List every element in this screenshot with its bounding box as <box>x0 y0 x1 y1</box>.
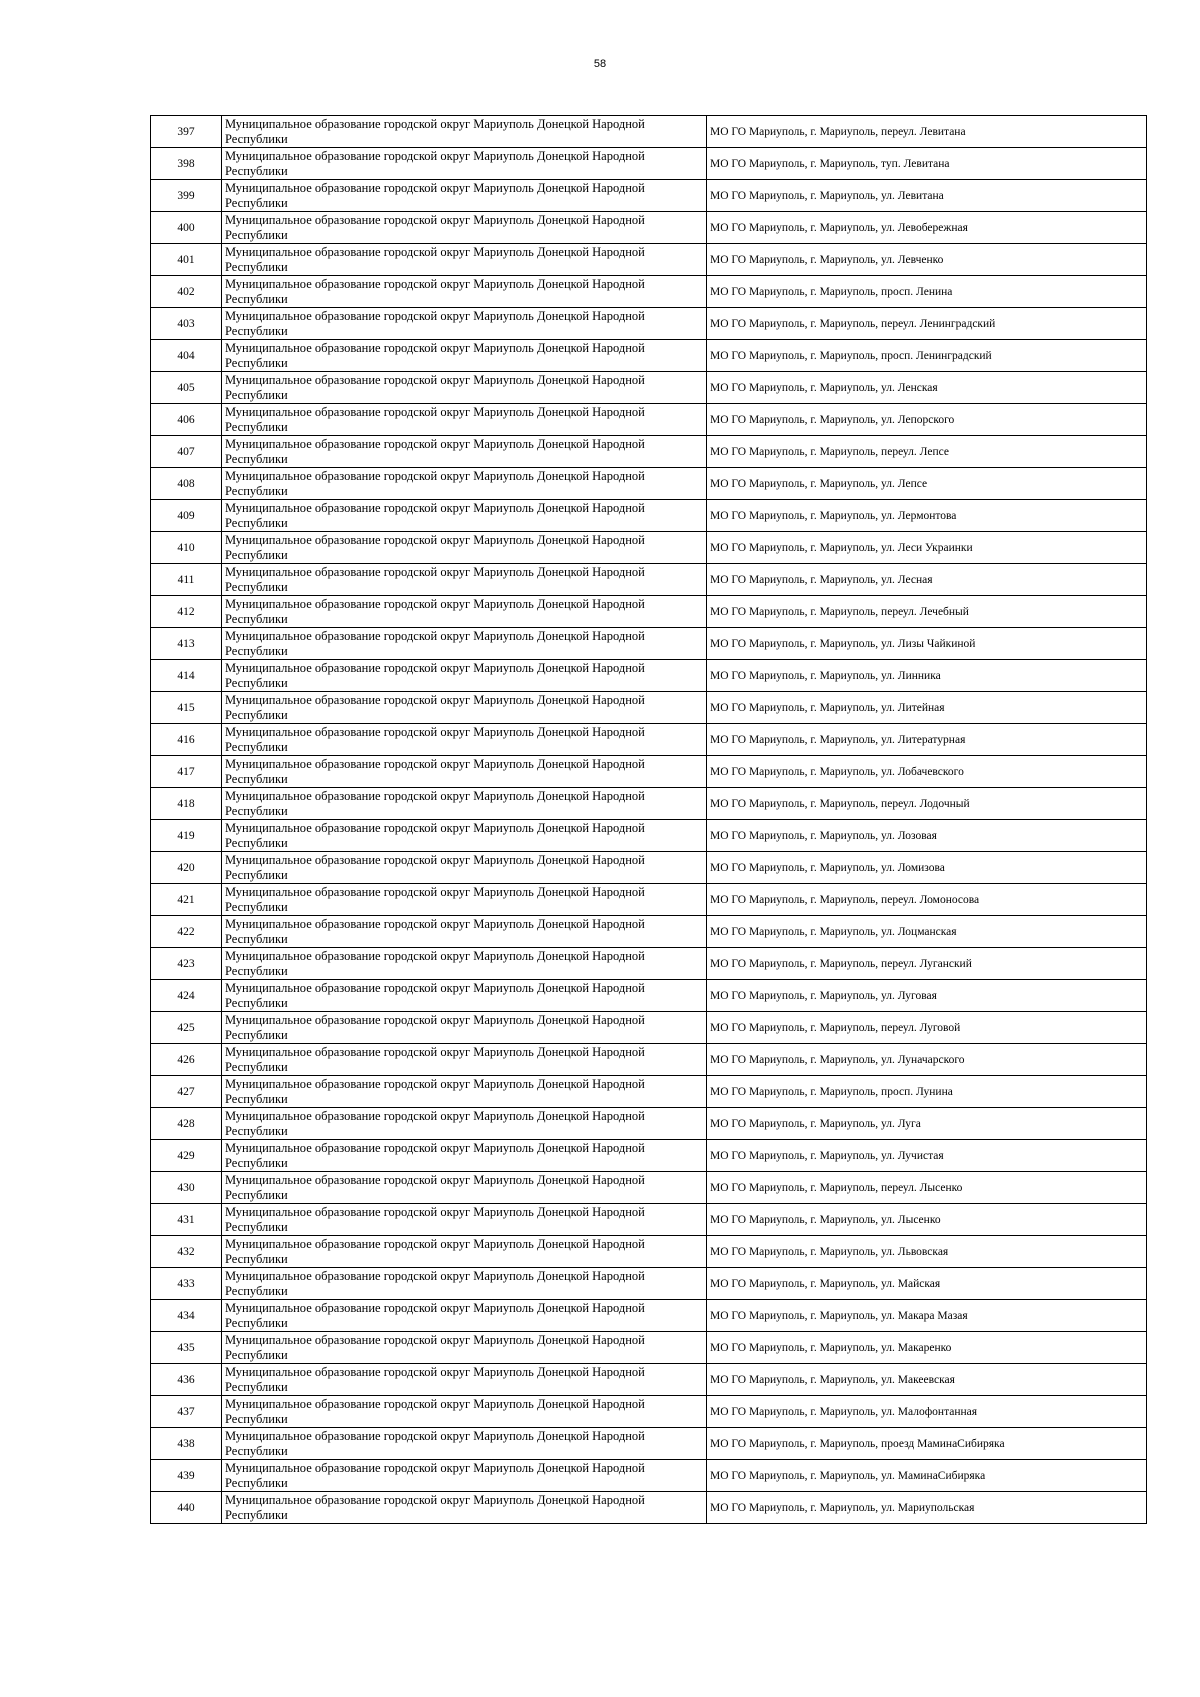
row-number: 415 <box>151 692 222 724</box>
row-number: 402 <box>151 276 222 308</box>
object-address: МО ГО Мариуполь, г. Мариуполь, ул. Литейная <box>707 692 1147 724</box>
owner-name: Муниципальное образование городской округ Мариуполь Донецкой Народной Республики <box>222 1396 707 1428</box>
row-number: 431 <box>151 1204 222 1236</box>
object-address: МО ГО Мариуполь, г. Мариуполь, ул. Лобачевского <box>707 756 1147 788</box>
table-row <box>151 500 1147 532</box>
object-address: МО ГО Мариуполь, г. Мариуполь, ул. Линника <box>707 660 1147 692</box>
row-number: 436 <box>151 1364 222 1396</box>
row-number: 397 <box>151 116 222 148</box>
object-address: МО ГО Мариуполь, г. Мариуполь, ул. Левченко <box>707 244 1147 276</box>
row-number: 401 <box>151 244 222 276</box>
table-row <box>151 1364 1147 1396</box>
row-number: 404 <box>151 340 222 372</box>
owner-name: Муниципальное образование городской округ Мариуполь Донецкой Народной Республики <box>222 500 707 532</box>
object-address: МО ГО Мариуполь, г. Мариуполь, ул. Лучистая <box>707 1140 1147 1172</box>
owner-name: Муниципальное образование городской округ Мариуполь Донецкой Народной Республики <box>222 1140 707 1172</box>
registry-table-body <box>151 116 1147 1524</box>
object-address: МО ГО Мариуполь, г. Мариуполь, туп. Левитана <box>707 148 1147 180</box>
owner-name: Муниципальное образование городской округ Мариуполь Донецкой Народной Республики <box>222 1236 707 1268</box>
table-row <box>151 180 1147 212</box>
owner-name: Муниципальное образование городской округ Мариуполь Донецкой Народной Республики <box>222 1204 707 1236</box>
row-number: 419 <box>151 820 222 852</box>
object-address: МО ГО Мариуполь, г. Мариуполь, ул. Левитана <box>707 180 1147 212</box>
table-row <box>151 692 1147 724</box>
table-row <box>151 1012 1147 1044</box>
owner-name: Муниципальное образование городской округ Мариуполь Донецкой Народной Республики <box>222 532 707 564</box>
row-number: 430 <box>151 1172 222 1204</box>
owner-name: Муниципальное образование городской округ Мариуполь Донецкой Народной Республики <box>222 788 707 820</box>
table-row <box>151 148 1147 180</box>
table-row <box>151 1300 1147 1332</box>
object-address: МО ГО Мариуполь, г. Мариуполь, ул. Львовская <box>707 1236 1147 1268</box>
row-number: 433 <box>151 1268 222 1300</box>
table-row <box>151 628 1147 660</box>
object-address: МО ГО Мариуполь, г. Мариуполь, ул. Майская <box>707 1268 1147 1300</box>
owner-name: Муниципальное образование городской округ Мариуполь Донецкой Народной Республики <box>222 1172 707 1204</box>
owner-name: Муниципальное образование городской округ Мариуполь Донецкой Народной Республики <box>222 916 707 948</box>
object-address: МО ГО Мариуполь, г. Мариуполь, ул. Леси Украинки <box>707 532 1147 564</box>
object-address: МО ГО Мариуполь, г. Мариуполь, ул. Лепсе <box>707 468 1147 500</box>
table-row <box>151 852 1147 884</box>
owner-name: Муниципальное образование городской округ Мариуполь Донецкой Народной Республики <box>222 948 707 980</box>
object-address: МО ГО Мариуполь, г. Мариуполь, проезд МаминаСибиряка <box>707 1428 1147 1460</box>
table-row <box>151 276 1147 308</box>
table-row <box>151 1172 1147 1204</box>
object-address: МО ГО Мариуполь, г. Мариуполь, переул. Лысенко <box>707 1172 1147 1204</box>
table-row <box>151 244 1147 276</box>
table-row <box>151 916 1147 948</box>
table-row <box>151 1460 1147 1492</box>
object-address: МО ГО Мариуполь, г. Мариуполь, переул. Лечебный <box>707 596 1147 628</box>
object-address: МО ГО Мариуполь, г. Мариуполь, переул. Левитана <box>707 116 1147 148</box>
object-address: МО ГО Мариуполь, г. Мариуполь, ул. Макаренко <box>707 1332 1147 1364</box>
table-row <box>151 1236 1147 1268</box>
object-address: МО ГО Мариуполь, г. Мариуполь, переул. Лодочный <box>707 788 1147 820</box>
table-row <box>151 820 1147 852</box>
object-address: МО ГО Мариуполь, г. Мариуполь, просп. Ленинградский <box>707 340 1147 372</box>
row-number: 409 <box>151 500 222 532</box>
table-row <box>151 1428 1147 1460</box>
table-row <box>151 372 1147 404</box>
owner-name: Муниципальное образование городской округ Мариуполь Донецкой Народной Республики <box>222 1364 707 1396</box>
owner-name: Муниципальное образование городской округ Мариуполь Донецкой Народной Республики <box>222 148 707 180</box>
table-row <box>151 1204 1147 1236</box>
owner-name: Муниципальное образование городской округ Мариуполь Донецкой Народной Республики <box>222 468 707 500</box>
row-number: 423 <box>151 948 222 980</box>
row-number: 412 <box>151 596 222 628</box>
owner-name: Муниципальное образование городской округ Мариуполь Донецкой Народной Республики <box>222 884 707 916</box>
object-address: МО ГО Мариуполь, г. Мариуполь, ул. Лесная <box>707 564 1147 596</box>
row-number: 424 <box>151 980 222 1012</box>
object-address: МО ГО Мариуполь, г. Мариуполь, ул. Левобережная <box>707 212 1147 244</box>
object-address: МО ГО Мариуполь, г. Мариуполь, ул. Лоцманская <box>707 916 1147 948</box>
row-number: 429 <box>151 1140 222 1172</box>
owner-name: Муниципальное образование городской округ Мариуполь Донецкой Народной Республики <box>222 308 707 340</box>
row-number: 408 <box>151 468 222 500</box>
object-address: МО ГО Мариуполь, г. Мариуполь, переул. Ломоносова <box>707 884 1147 916</box>
row-number: 413 <box>151 628 222 660</box>
table-row <box>151 468 1147 500</box>
row-number: 403 <box>151 308 222 340</box>
table-row <box>151 532 1147 564</box>
object-address: МО ГО Мариуполь, г. Мариуполь, ул. Ломизова <box>707 852 1147 884</box>
row-number: 437 <box>151 1396 222 1428</box>
table-row <box>151 596 1147 628</box>
table-row <box>151 564 1147 596</box>
row-number: 398 <box>151 148 222 180</box>
object-address: МО ГО Мариуполь, г. Мариуполь, ул. Луначарского <box>707 1044 1147 1076</box>
owner-name: Муниципальное образование городской округ Мариуполь Донецкой Народной Республики <box>222 724 707 756</box>
owner-name: Муниципальное образование городской округ Мариуполь Донецкой Народной Республики <box>222 1300 707 1332</box>
table-row <box>151 948 1147 980</box>
owner-name: Муниципальное образование городской округ Мариуполь Донецкой Народной Республики <box>222 692 707 724</box>
row-number: 439 <box>151 1460 222 1492</box>
row-number: 425 <box>151 1012 222 1044</box>
row-number: 434 <box>151 1300 222 1332</box>
owner-name: Муниципальное образование городской округ Мариуполь Донецкой Народной Республики <box>222 340 707 372</box>
table-row <box>151 1044 1147 1076</box>
owner-name: Муниципальное образование городской округ Мариуполь Донецкой Народной Республики <box>222 180 707 212</box>
object-address: МО ГО Мариуполь, г. Мариуполь, ул. Лозовая <box>707 820 1147 852</box>
owner-name: Муниципальное образование городской округ Мариуполь Донецкой Народной Республики <box>222 244 707 276</box>
table-row <box>151 404 1147 436</box>
table-row <box>151 724 1147 756</box>
row-number: 407 <box>151 436 222 468</box>
table-row <box>151 788 1147 820</box>
owner-name: Муниципальное образование городской округ Мариуполь Донецкой Народной Республики <box>222 1044 707 1076</box>
object-address: МО ГО Мариуполь, г. Мариуполь, ул. Ленская <box>707 372 1147 404</box>
row-number: 399 <box>151 180 222 212</box>
row-number: 428 <box>151 1108 222 1140</box>
row-number: 406 <box>151 404 222 436</box>
row-number: 414 <box>151 660 222 692</box>
row-number: 410 <box>151 532 222 564</box>
object-address: МО ГО Мариуполь, г. Мариуполь, ул. Луговая <box>707 980 1147 1012</box>
table-row <box>151 1268 1147 1300</box>
row-number: 400 <box>151 212 222 244</box>
owner-name: Муниципальное образование городской округ Мариуполь Донецкой Народной Республики <box>222 276 707 308</box>
object-address: МО ГО Мариуполь, г. Мариуполь, ул. Лысенко <box>707 1204 1147 1236</box>
owner-name: Муниципальное образование городской округ Мариуполь Донецкой Народной Республики <box>222 1108 707 1140</box>
owner-name: Муниципальное образование городской округ Мариуполь Донецкой Народной Республики <box>222 1492 707 1524</box>
owner-name: Муниципальное образование городской округ Мариуполь Донецкой Народной Республики <box>222 564 707 596</box>
owner-name: Муниципальное образование городской округ Мариуполь Донецкой Народной Республики <box>222 372 707 404</box>
owner-name: Муниципальное образование городской округ Мариуполь Донецкой Народной Республики <box>222 1428 707 1460</box>
page-number: 58 <box>593 58 607 70</box>
owner-name: Муниципальное образование городской округ Мариуполь Донецкой Народной Республики <box>222 212 707 244</box>
object-address: МО ГО Мариуполь, г. Мариуполь, ул. Лермонтова <box>707 500 1147 532</box>
owner-name: Муниципальное образование городской округ Мариуполь Донецкой Народной Республики <box>222 436 707 468</box>
table-row <box>151 660 1147 692</box>
owner-name: Муниципальное образование городской округ Мариуполь Донецкой Народной Республики <box>222 1268 707 1300</box>
owner-name: Муниципальное образование городской округ Мариуполь Донецкой Народной Республики <box>222 820 707 852</box>
object-address: МО ГО Мариуполь, г. Мариуполь, ул. Луга <box>707 1108 1147 1140</box>
owner-name: Муниципальное образование городской округ Мариуполь Донецкой Народной Республики <box>222 1076 707 1108</box>
row-number: 440 <box>151 1492 222 1524</box>
object-address: МО ГО Мариуполь, г. Мариуполь, переул. Луганский <box>707 948 1147 980</box>
table-row <box>151 1492 1147 1524</box>
object-address: МО ГО Мариуполь, г. Мариуполь, просп. Лунина <box>707 1076 1147 1108</box>
table-row <box>151 436 1147 468</box>
table-row <box>151 116 1147 148</box>
object-address: МО ГО Мариуполь, г. Мариуполь, переул. Ленинградский <box>707 308 1147 340</box>
owner-name: Муниципальное образование городской округ Мариуполь Донецкой Народной Республики <box>222 1012 707 1044</box>
object-address: МО ГО Мариуполь, г. Мариуполь, ул. Литературная <box>707 724 1147 756</box>
row-number: 421 <box>151 884 222 916</box>
row-number: 411 <box>151 564 222 596</box>
table-row <box>151 980 1147 1012</box>
owner-name: Муниципальное образование городской округ Мариуполь Донецкой Народной Республики <box>222 404 707 436</box>
owner-name: Муниципальное образование городской округ Мариуполь Донецкой Народной Республики <box>222 756 707 788</box>
object-address: МО ГО Мариуполь, г. Мариуполь, ул. Макара Мазая <box>707 1300 1147 1332</box>
table-row <box>151 212 1147 244</box>
object-address: МО ГО Мариуполь, г. Мариуполь, ул. МаминаСибиряка <box>707 1460 1147 1492</box>
table-row <box>151 1396 1147 1428</box>
table-row <box>151 756 1147 788</box>
owner-name: Муниципальное образование городской округ Мариуполь Донецкой Народной Республики <box>222 660 707 692</box>
table-row <box>151 1332 1147 1364</box>
registry-table <box>150 115 1147 1524</box>
row-number: 417 <box>151 756 222 788</box>
row-number: 418 <box>151 788 222 820</box>
row-number: 405 <box>151 372 222 404</box>
owner-name: Муниципальное образование городской округ Мариуполь Донецкой Народной Республики <box>222 852 707 884</box>
owner-name: Муниципальное образование городской округ Мариуполь Донецкой Народной Республики <box>222 596 707 628</box>
object-address: МО ГО Мариуполь, г. Мариуполь, просп. Ленина <box>707 276 1147 308</box>
owner-name: Муниципальное образование городской округ Мариуполь Донецкой Народной Республики <box>222 980 707 1012</box>
table-row <box>151 884 1147 916</box>
row-number: 420 <box>151 852 222 884</box>
row-number: 438 <box>151 1428 222 1460</box>
owner-name: Муниципальное образование городской округ Мариуполь Донецкой Народной Республики <box>222 116 707 148</box>
object-address: МО ГО Мариуполь, г. Мариуполь, переул. Луговой <box>707 1012 1147 1044</box>
table-row <box>151 1108 1147 1140</box>
object-address: МО ГО Мариуполь, г. Мариуполь, ул. Макеевская <box>707 1364 1147 1396</box>
row-number: 427 <box>151 1076 222 1108</box>
object-address: МО ГО Мариуполь, г. Мариуполь, ул. Лепорского <box>707 404 1147 436</box>
table-row <box>151 1076 1147 1108</box>
row-number: 435 <box>151 1332 222 1364</box>
row-number: 426 <box>151 1044 222 1076</box>
object-address: МО ГО Мариуполь, г. Мариуполь, переул. Лепсе <box>707 436 1147 468</box>
table-row <box>151 1140 1147 1172</box>
table-row <box>151 340 1147 372</box>
owner-name: Муниципальное образование городской округ Мариуполь Донецкой Народной Республики <box>222 1332 707 1364</box>
object-address: МО ГО Мариуполь, г. Мариуполь, ул. Мариупольская <box>707 1492 1147 1524</box>
owner-name: Муниципальное образование городской округ Мариуполь Донецкой Народной Республики <box>222 628 707 660</box>
row-number: 422 <box>151 916 222 948</box>
object-address: МО ГО Мариуполь, г. Мариуполь, ул. Лизы Чайкиной <box>707 628 1147 660</box>
owner-name: Муниципальное образование городской округ Мариуполь Донецкой Народной Республики <box>222 1460 707 1492</box>
row-number: 432 <box>151 1236 222 1268</box>
row-number: 416 <box>151 724 222 756</box>
object-address: МО ГО Мариуполь, г. Мариуполь, ул. Малофонтанная <box>707 1396 1147 1428</box>
table-row <box>151 308 1147 340</box>
